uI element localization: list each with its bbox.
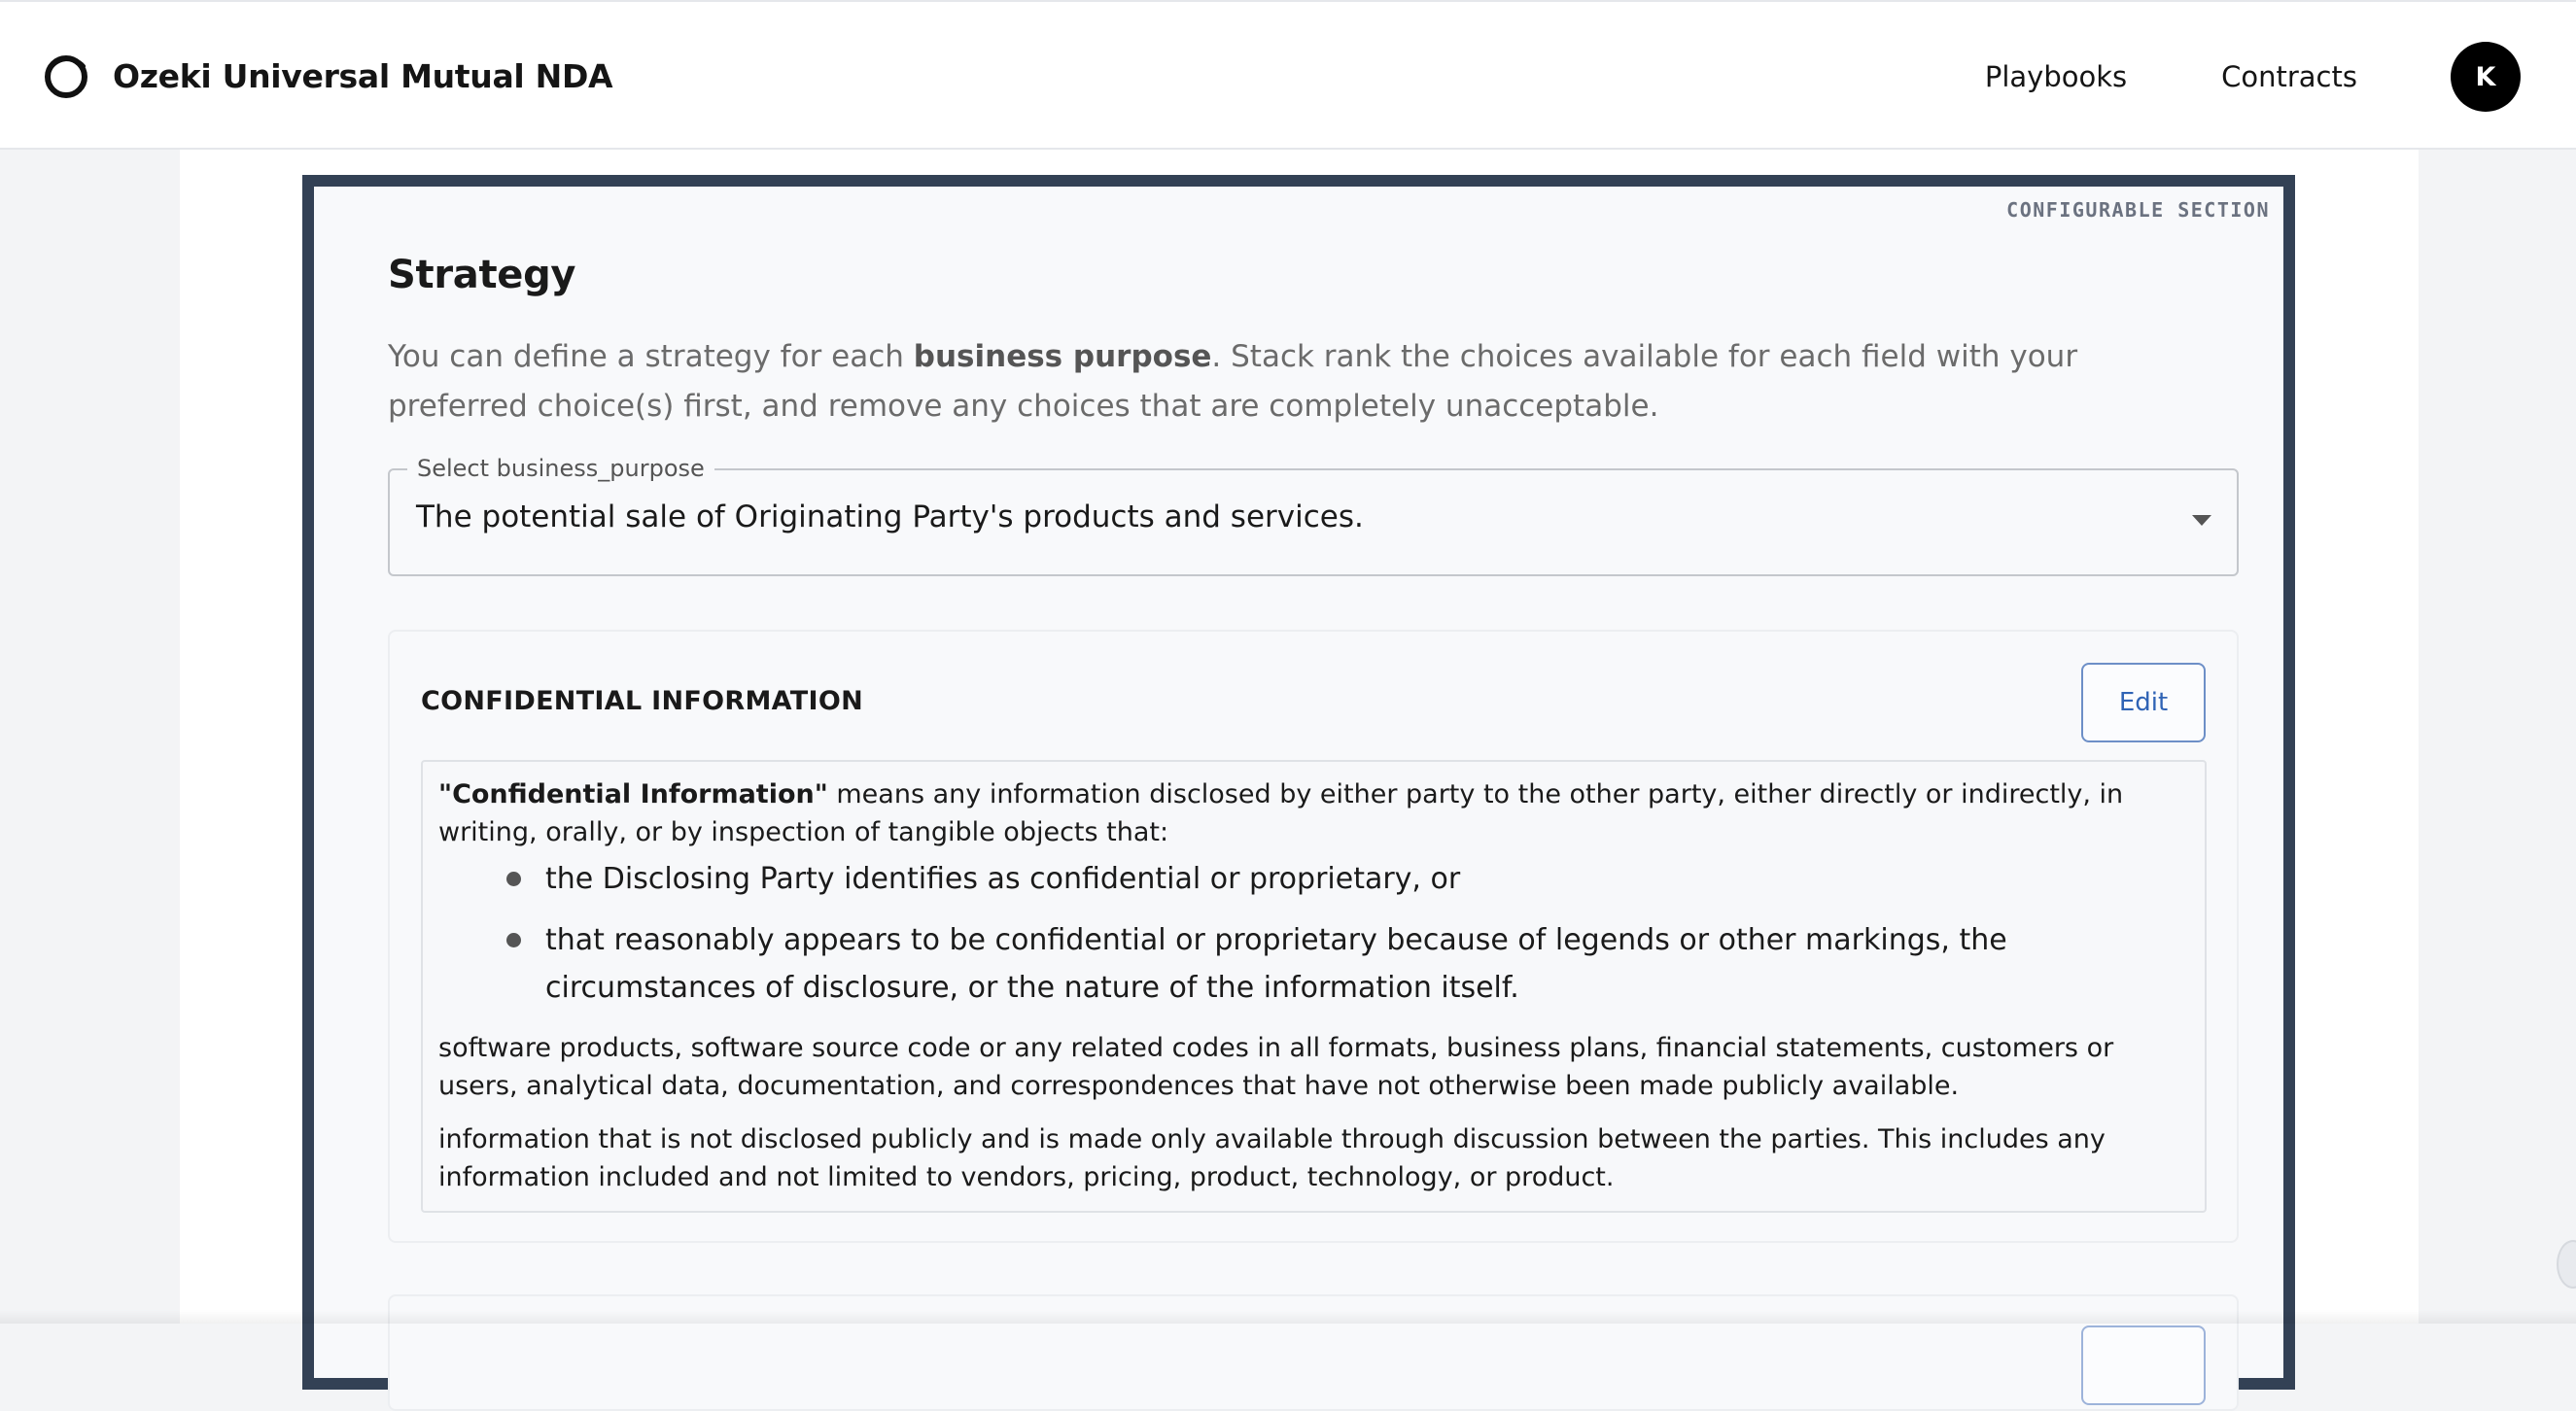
clause-lead-text: means any information disclosed by either party to the other party, either directly or indirectly, in writing, orally, or by inspection of tangible objects that: (438, 779, 2124, 847)
section-title: Strategy (388, 253, 576, 297)
clause-paragraph: information that is not disclosed publicly and is made only available through discussion between the parties. This includes any information included and not limited to vendors, pricing, product, technology, or product. (438, 1124, 2106, 1192)
user-avatar[interactable]: K (2451, 42, 2521, 112)
chevron-down-icon (2192, 515, 2211, 526)
ring-logo-icon (41, 51, 91, 101)
list-item (545, 855, 2189, 903)
bullet-icon (506, 933, 521, 947)
select-label: Select business_purpose (407, 455, 714, 482)
clause-title: CONFIDENTIAL INFORMATION (421, 686, 863, 716)
business-purpose-select[interactable] (388, 455, 2239, 576)
list-item (545, 916, 2189, 1012)
app-title: Ozeki Universal Mutual NDA (113, 56, 613, 95)
list-item-text: the Disclosing Party identifies as confidential or proprietary, or (545, 862, 1461, 896)
clause-lead (438, 775, 2189, 851)
description-bold: business purpose (913, 339, 1212, 374)
select-value: The potential sale of Originating Party's products and services. (416, 499, 1364, 534)
nav-contracts-link[interactable]: Contracts (2221, 60, 2357, 93)
configurable-section (302, 175, 2295, 1390)
bottom-shadow (0, 1310, 2576, 1324)
section-description (388, 332, 2196, 431)
list-item-text: that reasonably appears to be confidential or proprietary because of legends or other markings, the circumstances of disclosure, or the nature of the information itself. (545, 923, 2007, 1005)
top-navigation-bar (0, 0, 2576, 150)
clause-card-confidential-information (388, 630, 2239, 1243)
brand[interactable] (41, 51, 612, 101)
clause-term: "Confidential Information" (438, 779, 828, 809)
clause-bullet-list (438, 855, 2189, 1012)
next-edit-button[interactable] (2081, 1325, 2206, 1405)
main-nav (1985, 2, 2576, 152)
nav-playbooks-link[interactable]: Playbooks (1984, 60, 2128, 93)
configurable-section-tag: CONFIGURABLE SECTION (2006, 198, 2270, 222)
bullet-icon (506, 872, 521, 886)
clause-body (421, 760, 2207, 1213)
clause-paragraph: software products, software source code or any related codes in all formats, business plans, financial statements, customers or users, analytical data, documentation, and correspondences that have not otherwise been made publicly available. (438, 1033, 2114, 1101)
floating-edge-handle[interactable] (2557, 1240, 2576, 1289)
description-prefix: You can define a strategy for each (388, 339, 914, 374)
description-suffix: . Stack rank the choices available for each field with your preferred choice(s) first, and remove any choices that are completely unacceptable. (388, 339, 2078, 424)
edit-button[interactable]: Edit (2081, 663, 2206, 742)
